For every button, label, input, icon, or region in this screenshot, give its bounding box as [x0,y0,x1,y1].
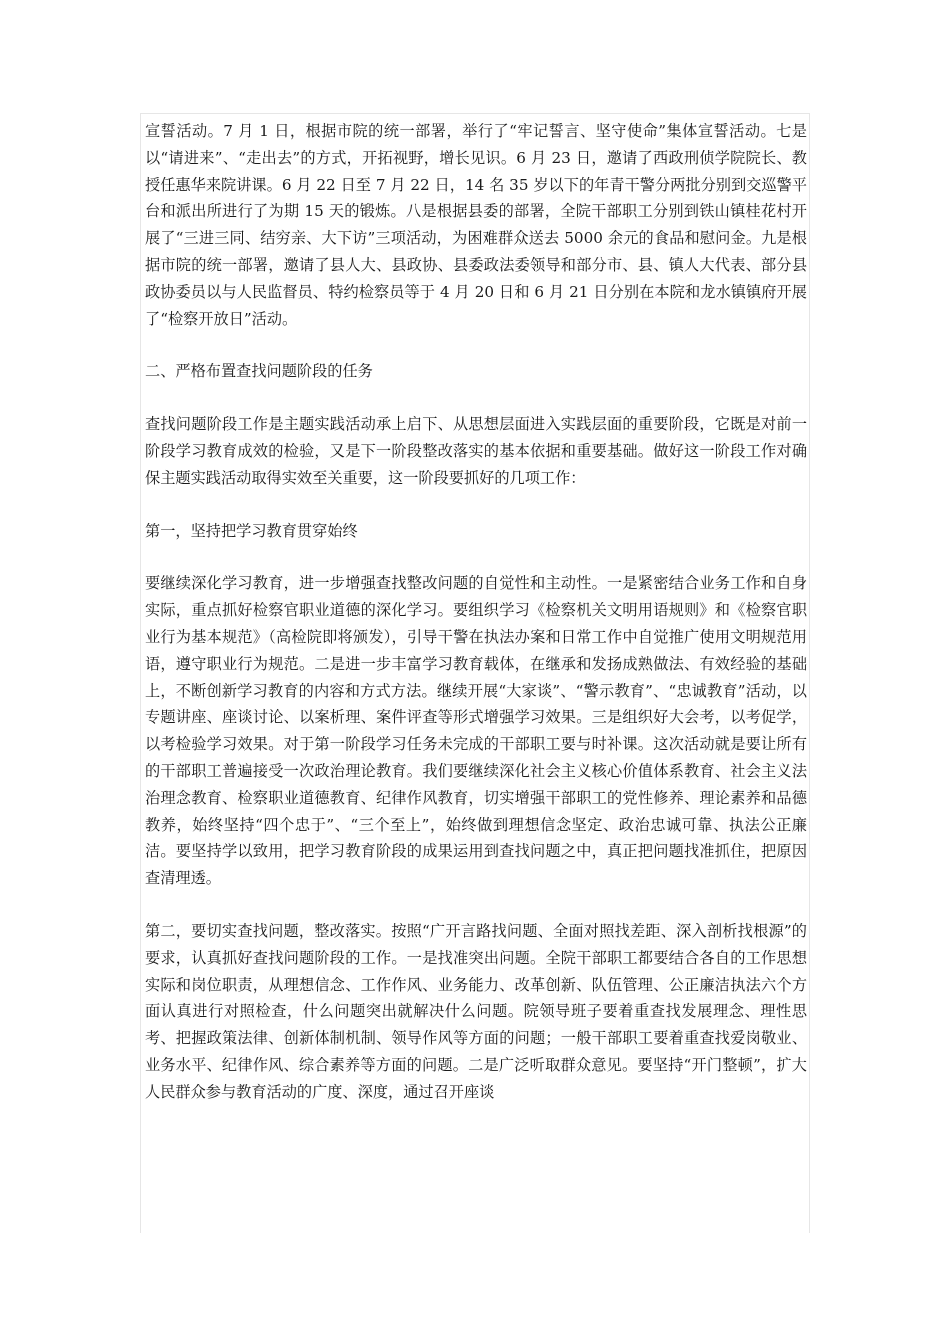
paragraph-activities: 宣誓活动。7 月 1 日，根据市院的统一部署，举行了“牢记誓言、坚守使命”集体宣誓活动。七是以“请进来”、“走出去”的方式，开拓视野，增长见识。6 月 23 日，邀请了西政刑侦学院院长、教授任惠华来院讲课。6 月 22 日至 7 月 22 日，14 名 35 岁以下的年青干警分两批分别到交巡警平台和派出所进行了为期 15 天的锻炼。八是根据县委的部署，全院干部职工分别到铁山镇桂花村开展了“三进三同、结穷亲、大下访”三项活动，为困难群众送去 5000 余元的食品和慰问金。九是根据市院的统一部署，邀请了县人大、县政协、县委政法委领导和部分市、县、镇人大代表、部分县政协委员以与人民监督员、特约检察员等于 4 月 20 日和 6 月 21 日分别在本院和龙水镇镇府开展了“检察开放日”活动。 [145,122,807,328]
paragraph-second-find-problems: 第二，要切实查找问题，整改落实。按照“广开言路找问题、全面对照找差距、深入剖析找根源”的要求，认真抓好查找问题阶段的工作。一是找准突出问题。全院干部职工都要结合各自的工作思想实际和岗位职责，从理想信念、工作作风、业务能力、改革创新、队伍管理、公正廉洁执法六个方面认真进行对照检查，什么问题突出就解决什么问题。院领导班子要着重查找发展理念、理性思考、把握政策法律、创新体制机制、领导作风等方面的问题；一般干部职工要着重查找爱岗敬业、业务水平、纪律作风、综合素养等方面的问题。二是广泛听取群众意见。要坚持“开门整顿”，扩大人民群众参与教育活动的广度、深度，通过召开座谈 [145,921,807,1101]
section-heading-2: 二、严格布置查找问题阶段的任务 [145,362,373,381]
paragraph-learning-education: 要继续深化学习教育，进一步增强查找整改问题的自觉性和主动性。一是紧密结合业务工作和自身实际，重点抓好检察官职业道德的深化学习。要组织学习《检察机关文明用语规则》和《检察官职业行为基本规范》（高检院即将颁发），引导干警在执法办案和日常工作中自觉推广使用文明规范用语，遵守职业行为规范。二是进一步丰富学习教育载体，在继承和发扬成熟做法、有效经验的基础上，不断创新学习教育的内容和方式方法。继续开展“大家谈”、“警示教育”、“忠诚教育”活动，以专题讲座、座谈讨论、以案析理、案件评查等形式增强学习效果。三是组织好大会考，以考促学，以考检验学习效果。对于第一阶段学习任务未完成的干部职工要与时补课。这次活动就是要让所有的干部职工普遍接受一次政治理论教育。我们要继续深化社会主义核心价值体系教育、社会主义法治理念教育、检察职业道德教育、纪律作风教育，切实增强干部职工的党性修养、理论素养和品德教养，始终坚持“四个忠于”、“三个至上”，始终做到理想信念坚定、政治忠诚可靠、执法公正廉洁。要坚持学以致用，把学习教育阶段的成果运用到查找问题之中，真正把问题找准抓住，把原因查清理透。 [145,574,807,888]
paragraph-stage-intro: 查找问题阶段工作是主题实践活动承上启下、从思想层面进入实践层面的重要阶段，它既是对前一阶段学习教育成效的检验，又是下一阶段整改落实的基本依据和重要基础。做好这一阶段工作对确保主题实践活动取得实效至关重要，这一阶段要抓好的几项工作： [145,415,807,487]
document-body [145,118,807,1106]
subheading-first: 第一，坚持把学习教育贯穿始终 [145,521,358,540]
